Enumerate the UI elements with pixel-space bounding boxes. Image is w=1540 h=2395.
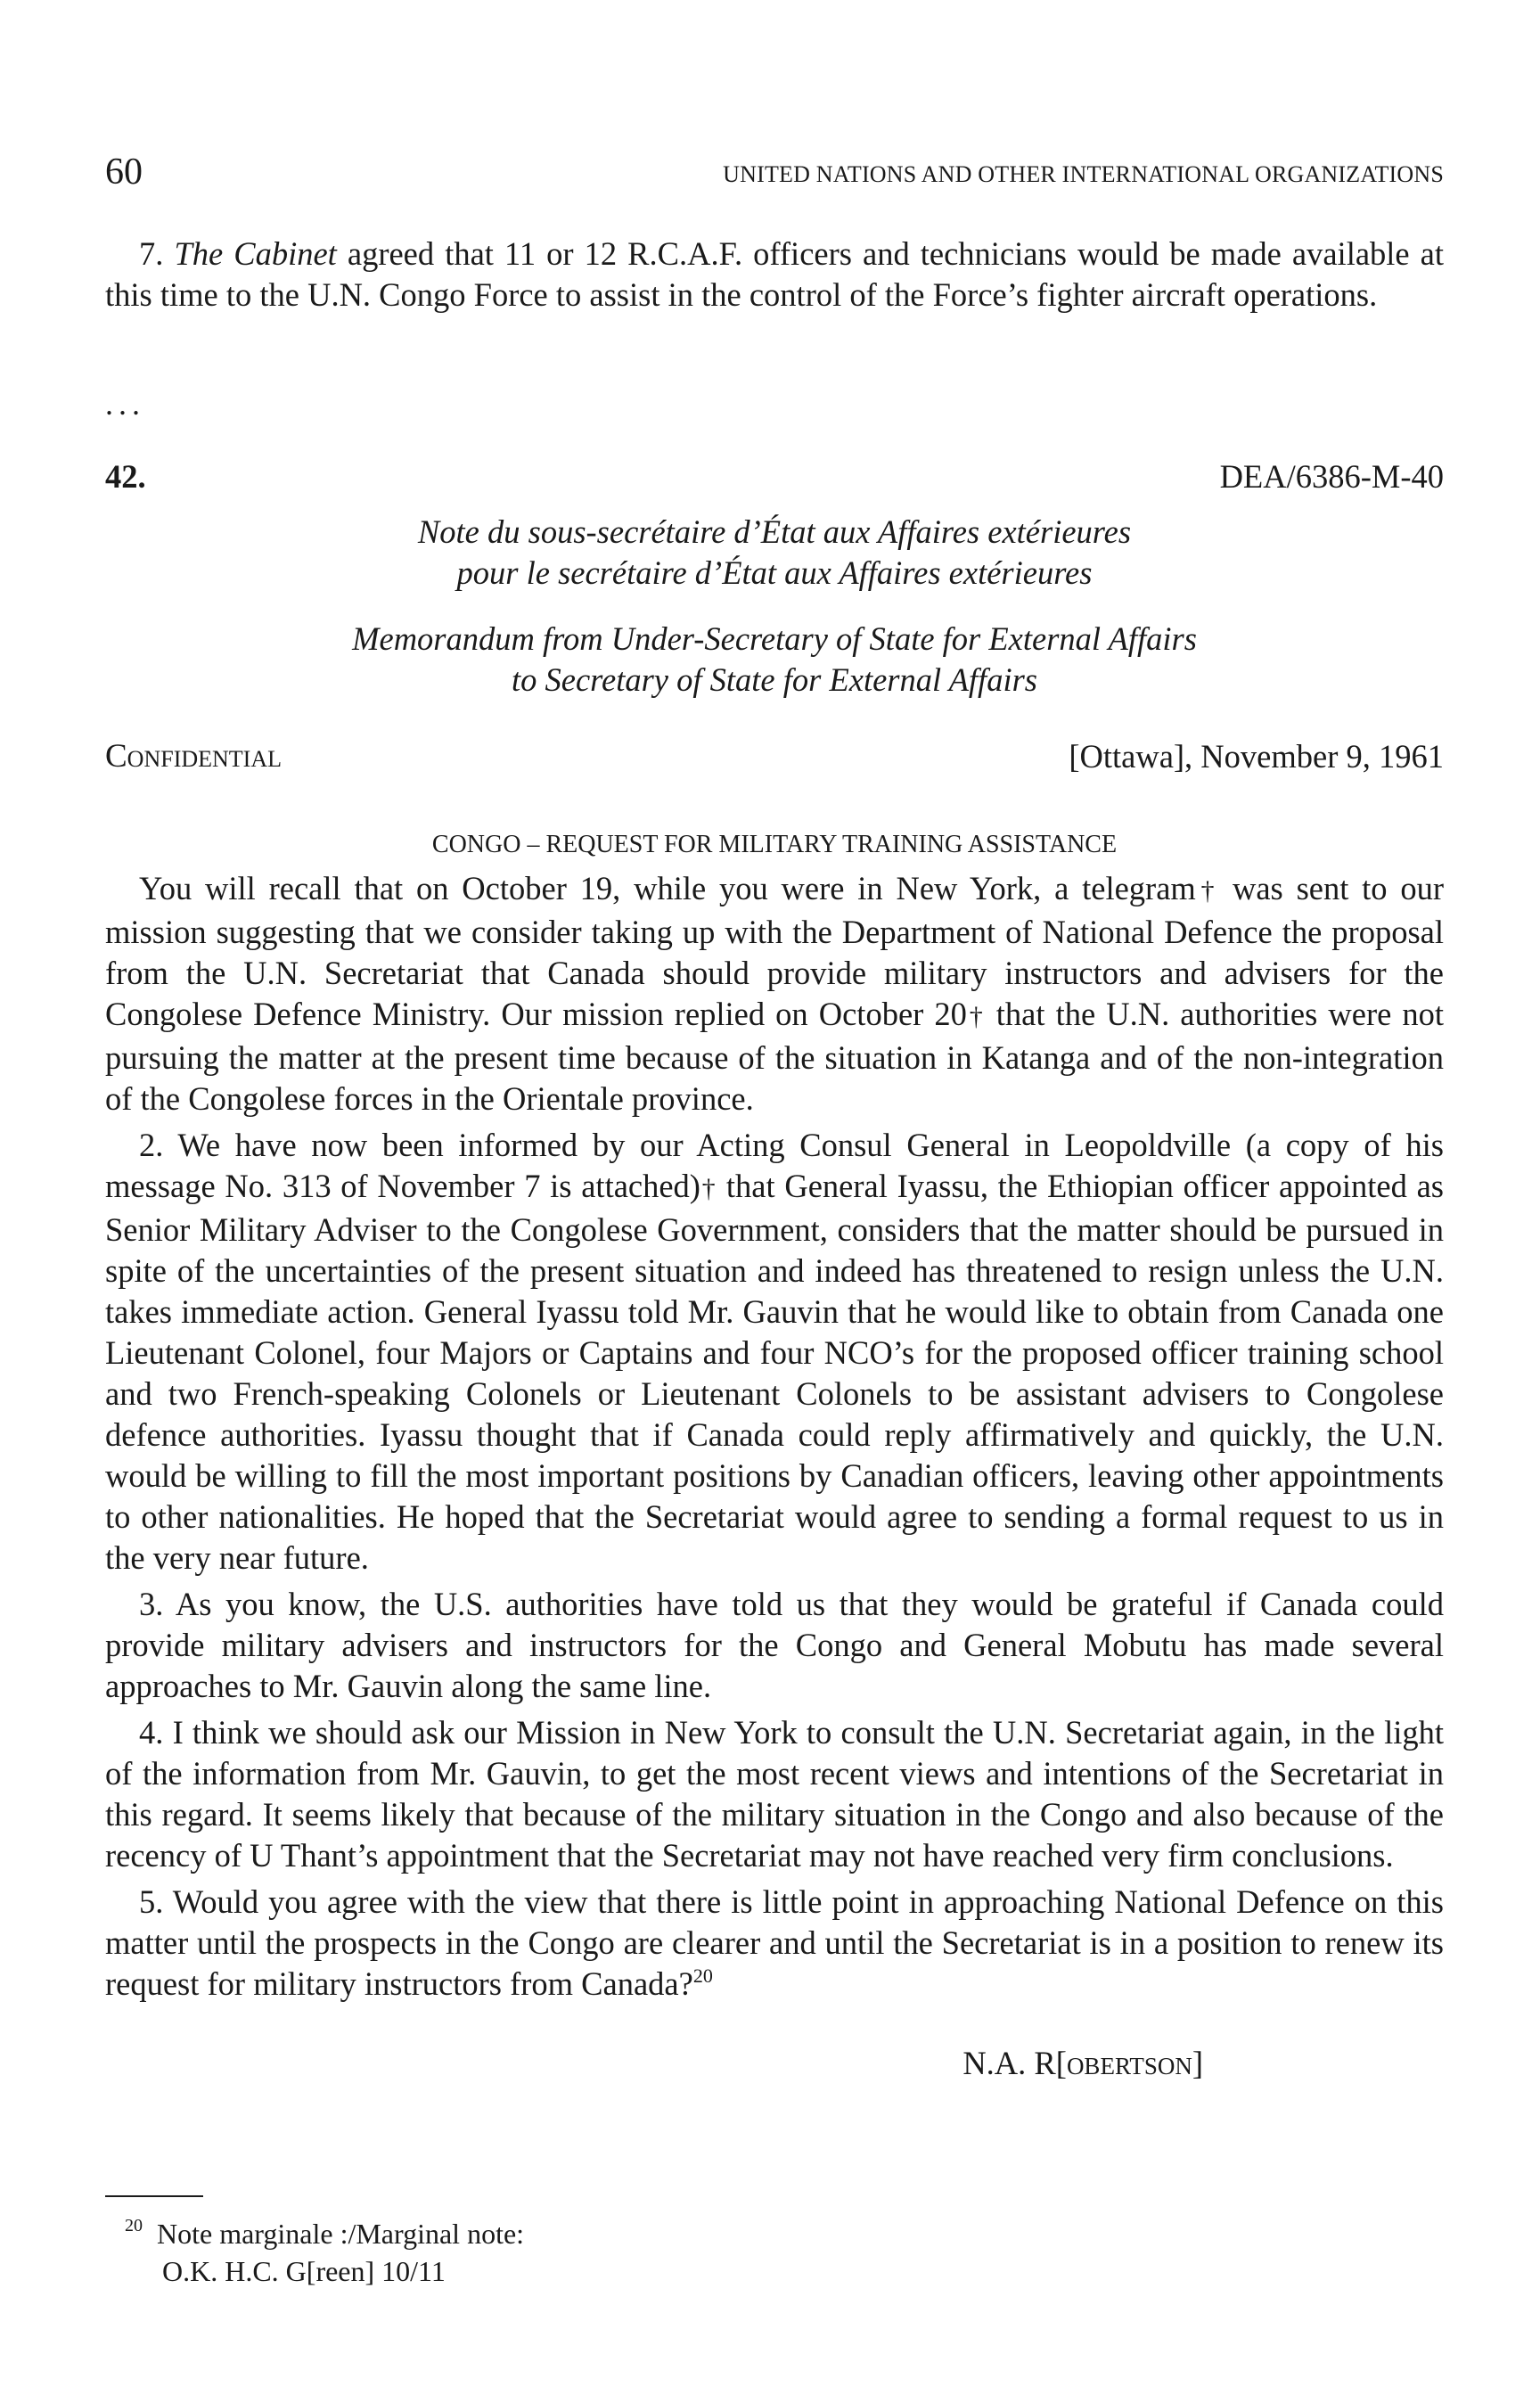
- dagger-mark: †: [700, 1174, 717, 1203]
- dagger-mark: †: [1195, 876, 1220, 906]
- footnote: [125, 2207, 524, 2290]
- signature: [962, 2043, 1203, 2087]
- memo-body: [105, 868, 1444, 2005]
- paragraph-1-text-a: You will recall that on October 19, while you were in New York, a telegram: [139, 870, 1196, 906]
- ellipsis: ...: [105, 386, 145, 422]
- footnote-text-1: Note marginale :/Marginal note:: [157, 2218, 525, 2250]
- signature-bracket-open: [: [1055, 2045, 1067, 2081]
- paragraph-1: [105, 868, 1444, 1120]
- signature-initials: N.A. R: [962, 2045, 1056, 2081]
- signature-surname: OBERTSON: [1066, 2053, 1192, 2079]
- footnote-reference[interactable]: 20: [692, 1964, 713, 1987]
- subject-heading: CONGO – REQUEST FOR MILITARY TRAINING ASSISTANCE: [431, 831, 1118, 858]
- prior-paragraph-text: agreed that 11 or 12 R.C.A.F. officers and technicians would be made available at this time to the U.N. Congo Force to assist in the control of the Force’s fighter aircraft operations.: [105, 235, 1445, 313]
- paragraph-2: [105, 1125, 1444, 1579]
- signature-bracket-close: ]: [1192, 2045, 1203, 2081]
- paragraph-5: [105, 1882, 1444, 2005]
- title-english-line-2: to Secretary of State for External Affairs: [511, 661, 1037, 698]
- page-number: 60: [105, 152, 143, 193]
- page-header: [105, 150, 1444, 194]
- title-english: [105, 619, 1444, 701]
- dagger-mark: †: [966, 1002, 986, 1031]
- title-french-line-1: Note du sous-secrétaire d’État aux Affaires extérieures: [417, 513, 1132, 550]
- running-head: UNITED NATIONS AND OTHER INTERNATIONAL ORGANIZATIONS: [723, 161, 1444, 187]
- paragraph-2-text-b: that General Iyassu, the Ethiopian officer appointed as Senior Military Adviser to the Congolese Government, considers that the matter should be pursued in spite of the uncertainties of the present situation and indeed has threatened to resign unless the U.N. takes immediate action. General Iyassu told Mr. Gauvin that he would like to obtain from Canada one Lieutenant Colonel, four Majors or Captains and four NCO’s for the proposed officer training school and two French-speaking Colonels or Lieutenant Colonels to be assistant advisers to Congolese defence authorities. Iyassu thought that if Canada could reply affirmatively and quickly, the U.N. would be willing to fill the most important positions by Canadian officers, leaving other appointments to other nationalities. He hoped that the Secretariat would agree to sending a formal request to us in the very near future.: [105, 1168, 1445, 1576]
- paragraph-2-text-a: 2. We have now been informed by our Acting Consul General in Leopoldville (a copy of his message No. 313 of November 7 is attached): [105, 1127, 1444, 1204]
- dateline: [Ottawa], November 9, 1961: [1069, 738, 1444, 775]
- title-french: [105, 512, 1444, 594]
- classification-label: Confidential: [105, 738, 282, 775]
- paragraph-1-text-c: that the U.N. authorities were not pursuing the matter at the present time because of the situation in Katanga and of the non-integration of the Congolese forces in the Orientale province.: [105, 996, 1445, 1117]
- footnote-divider: [105, 2195, 203, 2197]
- paragraph-3: 3. As you know, the U.S. authorities have told us that they would be grateful if Canada could provide military advisers and instructors for the Congo and General Mobutu has made several approaches to Mr. Gauvin along the same line.: [105, 1586, 1444, 1704]
- prior-paragraph-subject: The Cabinet: [174, 235, 337, 272]
- title-french-line-2: pour le secrétaire d’État aux Affaires extérieures: [456, 554, 1093, 591]
- paragraph-5-text: 5. Would you agree with the view that there is little point in approaching National Defence on this matter until the prospects in the Congo are clearer and until the Secretariat is in a position to renew its request for military instructors from Canada?: [105, 1883, 1444, 2002]
- footnote-number: 20: [125, 2216, 143, 2235]
- paragraph-4: 4. I think we should ask our Mission in New York to consult the U.N. Secretariat again, in the light of the information from Mr. Gauvin, to get the most recent views and intentions of the Secretariat in this regard. It seems likely that because of the military situation in the Congo and also because of the recency of U Thant’s appointment that the Secretariat may not have reached very firm conclusions.: [105, 1714, 1444, 1874]
- title-english-line-1: Memorandum from Under-Secretary of State for External Affairs: [352, 620, 1197, 657]
- paragraph-1-text-b: was sent to our mission suggesting that we consider taking up with the Department of National Defence the proposal from the U.N. Secretariat that Canada should provide military instructors and advisers for the Congolese Defence Ministry. Our mission replied on October 20: [105, 870, 1445, 1032]
- footnote-line-2: O.K. H.C. G[reen] 10/11: [162, 2255, 446, 2287]
- document-number: 42.: [105, 458, 146, 495]
- prior-paragraph: [105, 234, 1444, 316]
- prior-paragraph-block: [105, 234, 1444, 316]
- document-reference: DEA/6386-M-40: [1219, 458, 1444, 495]
- footnote-line-1: [125, 2207, 524, 2252]
- prior-paragraph-number: 7.: [139, 235, 164, 272]
